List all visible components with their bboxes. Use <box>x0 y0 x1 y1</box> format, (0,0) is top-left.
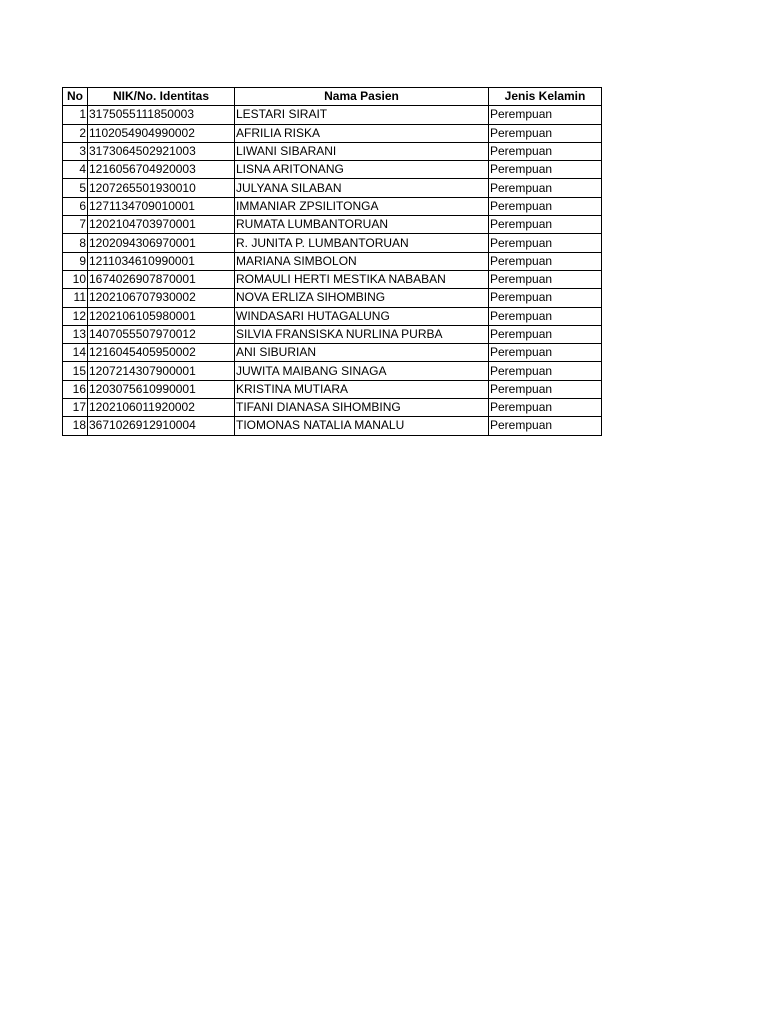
header-jenis-kelamin: Jenis Kelamin <box>489 88 602 106</box>
cell-no: 8 <box>63 234 88 252</box>
cell-nik: 1216056704920003 <box>88 161 235 179</box>
cell-no: 13 <box>63 325 88 343</box>
cell-nama: ANI SIBURIAN <box>235 344 489 362</box>
cell-nama: JULYANA SILABAN <box>235 179 489 197</box>
cell-nik: 1203075610990001 <box>88 380 235 398</box>
cell-nik: 1202106105980001 <box>88 307 235 325</box>
cell-no: 10 <box>63 270 88 288</box>
table-row <box>63 106 602 124</box>
cell-jenis-kelamin: Perempuan <box>489 142 602 160</box>
table-row <box>63 179 602 197</box>
table-row <box>63 216 602 234</box>
cell-no: 17 <box>63 399 88 417</box>
cell-jenis-kelamin: Perempuan <box>489 362 602 380</box>
cell-nama: SILVIA FRANSISKA NURLINA PURBA <box>235 325 489 343</box>
cell-no: 2 <box>63 124 88 142</box>
table-row <box>63 289 602 307</box>
cell-nik: 1202106707930002 <box>88 289 235 307</box>
table-row <box>63 142 602 160</box>
cell-jenis-kelamin: Perempuan <box>489 234 602 252</box>
cell-nik: 3173064502921003 <box>88 142 235 160</box>
cell-jenis-kelamin: Perempuan <box>489 380 602 398</box>
table-row <box>63 362 602 380</box>
cell-jenis-kelamin: Perempuan <box>489 289 602 307</box>
cell-jenis-kelamin: Perempuan <box>489 325 602 343</box>
cell-nik: 1202094306970001 <box>88 234 235 252</box>
cell-nik: 1207265501930010 <box>88 179 235 197</box>
cell-no: 9 <box>63 252 88 270</box>
cell-nik: 1102054904990002 <box>88 124 235 142</box>
table-row <box>63 380 602 398</box>
cell-jenis-kelamin: Perempuan <box>489 307 602 325</box>
table-row <box>63 325 602 343</box>
cell-nama: LIWANI SIBARANI <box>235 142 489 160</box>
table-body <box>63 106 602 435</box>
cell-no: 15 <box>63 362 88 380</box>
cell-no: 18 <box>63 417 88 435</box>
cell-jenis-kelamin: Perempuan <box>489 417 602 435</box>
cell-no: 11 <box>63 289 88 307</box>
cell-no: 16 <box>63 380 88 398</box>
table-row <box>63 161 602 179</box>
cell-jenis-kelamin: Perempuan <box>489 124 602 142</box>
table-row <box>63 252 602 270</box>
cell-nik: 1202104703970001 <box>88 216 235 234</box>
cell-nama: AFRILIA RISKA <box>235 124 489 142</box>
cell-nama: KRISTINA MUTIARA <box>235 380 489 398</box>
cell-nama: LISNA ARITONANG <box>235 161 489 179</box>
cell-no: 7 <box>63 216 88 234</box>
cell-nik: 1211034610990001 <box>88 252 235 270</box>
table-row <box>63 270 602 288</box>
cell-no: 4 <box>63 161 88 179</box>
table-row <box>63 234 602 252</box>
cell-nik: 1271134709010001 <box>88 197 235 215</box>
cell-nama: ROMAULI HERTI MESTIKA NABABAN <box>235 270 489 288</box>
cell-nama: NOVA ERLIZA SIHOMBING <box>235 289 489 307</box>
table-row <box>63 417 602 435</box>
header-nik: NIK/No. Identitas <box>88 88 235 106</box>
header-no: No <box>63 88 88 106</box>
cell-nik: 1674026907870001 <box>88 270 235 288</box>
cell-nama: LESTARI SIRAIT <box>235 106 489 124</box>
cell-nik: 1216045405950002 <box>88 344 235 362</box>
cell-nama: WINDASARI HUTAGALUNG <box>235 307 489 325</box>
cell-jenis-kelamin: Perempuan <box>489 399 602 417</box>
cell-jenis-kelamin: Perempuan <box>489 270 602 288</box>
cell-jenis-kelamin: Perempuan <box>489 344 602 362</box>
cell-no: 5 <box>63 179 88 197</box>
cell-no: 14 <box>63 344 88 362</box>
cell-nik: 3671026912910004 <box>88 417 235 435</box>
cell-jenis-kelamin: Perempuan <box>489 161 602 179</box>
cell-jenis-kelamin: Perempuan <box>489 252 602 270</box>
cell-nama: TIFANI DIANASA SIHOMBING <box>235 399 489 417</box>
header-nama-pasien: Nama Pasien <box>235 88 489 106</box>
cell-jenis-kelamin: Perempuan <box>489 216 602 234</box>
patient-table <box>62 87 602 436</box>
cell-nama: IMMANIAR ZPSILITONGA <box>235 197 489 215</box>
cell-nama: RUMATA LUMBANTORUAN <box>235 216 489 234</box>
cell-no: 1 <box>63 106 88 124</box>
header-row <box>63 88 602 106</box>
cell-nik: 3175055111850003 <box>88 106 235 124</box>
cell-nama: JUWITA MAIBANG SINAGA <box>235 362 489 380</box>
cell-no: 12 <box>63 307 88 325</box>
cell-nik: 1202106011920002 <box>88 399 235 417</box>
cell-nik: 1207214307900001 <box>88 362 235 380</box>
table-row <box>63 307 602 325</box>
cell-jenis-kelamin: Perempuan <box>489 197 602 215</box>
cell-no: 6 <box>63 197 88 215</box>
table-row <box>63 399 602 417</box>
table-row <box>63 124 602 142</box>
cell-nama: MARIANA SIMBOLON <box>235 252 489 270</box>
cell-jenis-kelamin: Perempuan <box>489 179 602 197</box>
cell-jenis-kelamin: Perempuan <box>489 106 602 124</box>
table-row <box>63 197 602 215</box>
cell-nama: R. JUNITA P. LUMBANTORUAN <box>235 234 489 252</box>
table-row <box>63 344 602 362</box>
cell-nama: TIOMONAS NATALIA MANALU <box>235 417 489 435</box>
cell-nik: 1407055507970012 <box>88 325 235 343</box>
cell-no: 3 <box>63 142 88 160</box>
